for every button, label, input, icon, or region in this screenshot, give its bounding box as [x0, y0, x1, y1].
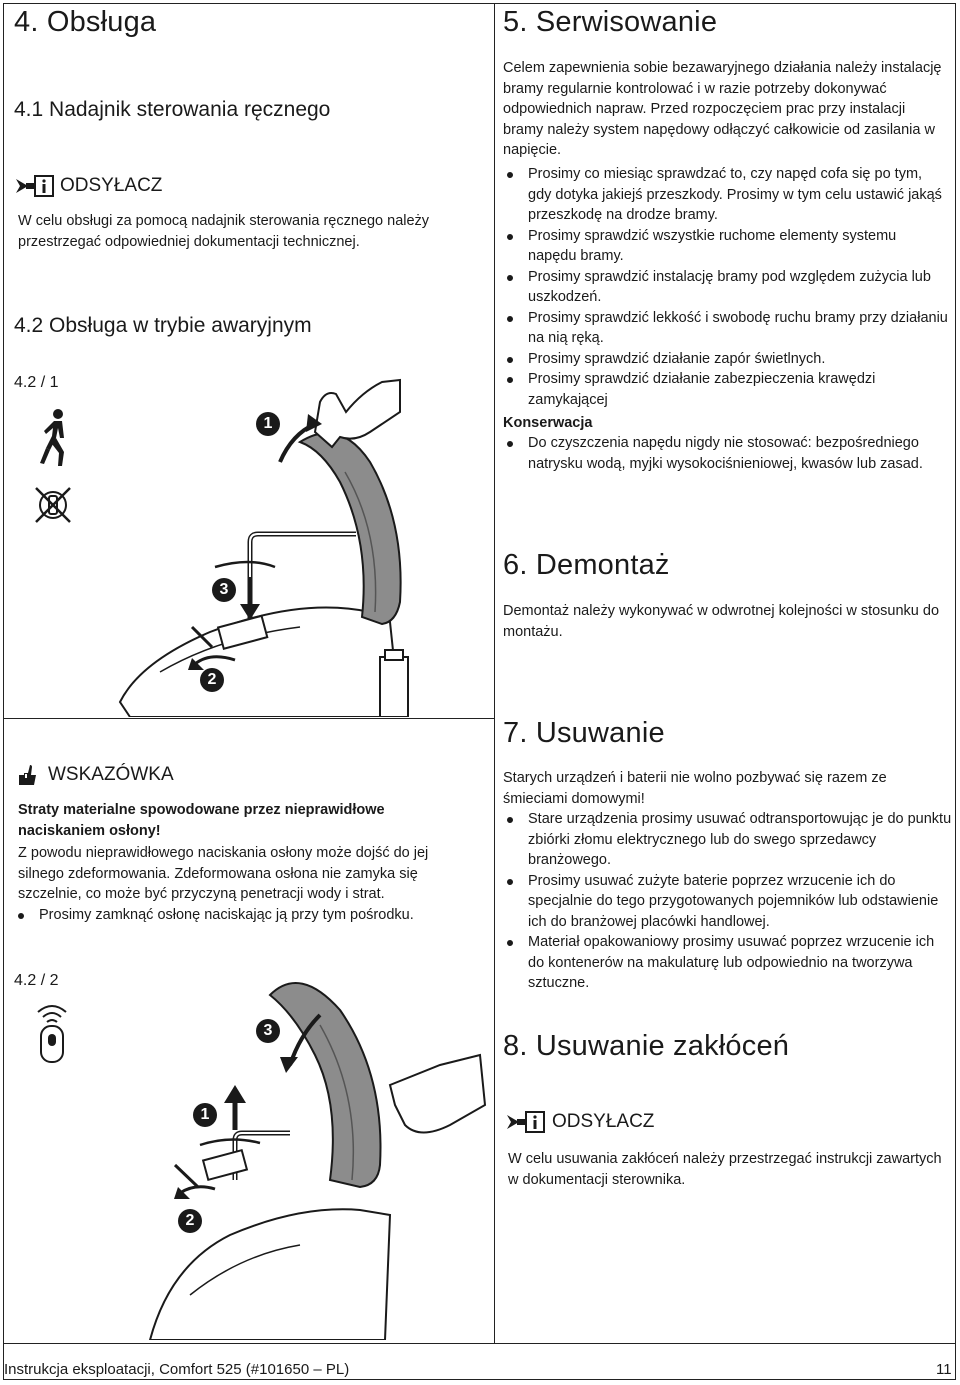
- service-intro: Celem zapewnienia sobie bezawaryjnego działania należy instalację bramy regularnie kontrolować i w razie potrzeby dokonywać odpowiednich napraw. Przed rozpoczęciem prac przy instalacji bramy należy system napędowy odłączyć całkowicie od zasilania w napięcie.: [503, 60, 942, 158]
- list-item: Prosimy sprawdzić lekkość i swobodę ruchu bramy przy działaniu na nią ręką.: [503, 308, 948, 349]
- heading-4: 4. Obsługa: [14, 6, 157, 38]
- step-3-badge: 3: [256, 1019, 280, 1043]
- disposal-bullet-list: [503, 809, 953, 994]
- service-bullet-list: [503, 164, 948, 410]
- step-2-badge: 2: [200, 668, 224, 692]
- list-item: Prosimy co miesiąc sprawdzać to, czy napęd cofa się po tym, gdy dotyka jakiejś przeszkody. Prosimy w tym celu ustawić jakąś przeszkodę na drodze bramy.: [503, 164, 948, 226]
- warning-bold-text: Straty materialne spowodowane przez nieprawidłowe naciskaniem osłony!: [18, 802, 385, 839]
- heading-4-2: 4.2 Obsługa w trybie awaryjnym: [14, 314, 312, 337]
- step-1-badge: 1: [256, 412, 280, 436]
- heading-4-1: 4.1 Nadajnik sterowania ręcznego: [14, 98, 331, 121]
- reference-icon: [14, 174, 54, 198]
- list-item: Prosimy sprawdzić działanie zapór świetlnych.: [503, 349, 948, 370]
- disposal-intro: Starych urządzeń i baterii nie wolno pozbywać się razem ze śmieciami domowymi!: [503, 770, 887, 807]
- footer-doc-title: Instrukcja eksploatacji, Comfort 525 (#101650 – PL): [4, 1361, 350, 1378]
- emergency-release-illustration: [100, 372, 490, 717]
- reference-icon: [505, 1110, 545, 1134]
- maintenance-bullet-list: [503, 433, 948, 474]
- warning-hand-icon: [16, 763, 40, 787]
- page-number: 11: [936, 1361, 952, 1378]
- cover-closing-illustration: [120, 965, 490, 1340]
- list-item: Prosimy usuwać zużyte baterie poprzez wrzucenie ich do specjalnie do tego przygotowanych pojemników lub odstawienie ich do branżowej placówki handlowej.: [503, 871, 953, 933]
- list-item: Prosimy sprawdzić instalację bramy pod względem zużycia lub uszkodzeń.: [503, 267, 948, 308]
- reference-text-left: W celu obsługi za pomocą nadajnik sterowania ręcznego należy przestrzegać odpowiedniej dokumentacji technicznej.: [18, 213, 430, 250]
- no-power-icon: [32, 484, 74, 526]
- list-item: Materiał opakowaniowy prosimy usuwać poprzez wrzucenie ich do kontenerów na makulaturę lub odpowiednio na tworzywa sztuczne.: [503, 932, 953, 994]
- section-divider-left: [3, 718, 494, 719]
- list-item: Stare urządzenia prosimy usuwać odtransportowując je do punktu zbiórki złomu elektrycznego lub do swego sprzedawcy branżowego.: [503, 809, 953, 871]
- figure-2-label: 4.2 / 2: [14, 972, 59, 989]
- footer-divider: [3, 1343, 956, 1344]
- warning-title: WSKAZÓWKA: [48, 764, 174, 785]
- warning-bullet-list: [14, 905, 484, 926]
- list-item: Prosimy sprawdzić wszystkie ruchome elementy systemu napędu bramy.: [503, 226, 948, 267]
- heading-8: 8. Usuwanie zakłóceń: [503, 1030, 790, 1062]
- walking-person-icon: [34, 408, 74, 468]
- list-item: Do czyszczenia napędu nigdy nie stosować: bezpośredniego natrysku wodą, myjki wysokociśnieniowej, kwasów lub zasad.: [503, 433, 948, 474]
- step-2-badge: 2: [178, 1209, 202, 1233]
- heading-6: 6. Demontaż: [503, 549, 670, 581]
- reference-title-right: ODSYŁACZ: [552, 1111, 655, 1132]
- remote-control-icon: [32, 998, 72, 1066]
- maintenance-title: Konserwacja: [503, 415, 593, 431]
- heading-5: 5. Serwisowanie: [503, 6, 718, 38]
- heading-7: 7. Usuwanie: [503, 717, 665, 749]
- step-3-badge: 3: [212, 578, 236, 602]
- reference-title-left: ODSYŁACZ: [60, 175, 163, 196]
- dismantle-text: Demontaż należy wykonywać w odwrotnej kolejności w stosunku do montażu.: [503, 603, 940, 640]
- warning-text: Z powodu nieprawidłowego naciskania osłony może dojść do jej silnego zdeformowania. Zdeformowana osłona nie zamyka się szczelnie, co może być przyczyną penetracji wody i strat.: [18, 845, 429, 902]
- list-item: Prosimy zamknąć osłonę naciskając ją przy tym pośrodku.: [14, 905, 484, 926]
- step-1-badge: 1: [193, 1103, 217, 1127]
- figure-1-label: 4.2 / 1: [14, 374, 59, 391]
- list-item: Prosimy sprawdzić działanie zabezpieczenia krawędzi zamykającej: [503, 369, 948, 410]
- reference-text-right: W celu usuwania zakłóceń należy przestrzegać instrukcji zawartych w dokumentacji sterownika.: [508, 1151, 942, 1188]
- column-divider: [494, 3, 495, 1343]
